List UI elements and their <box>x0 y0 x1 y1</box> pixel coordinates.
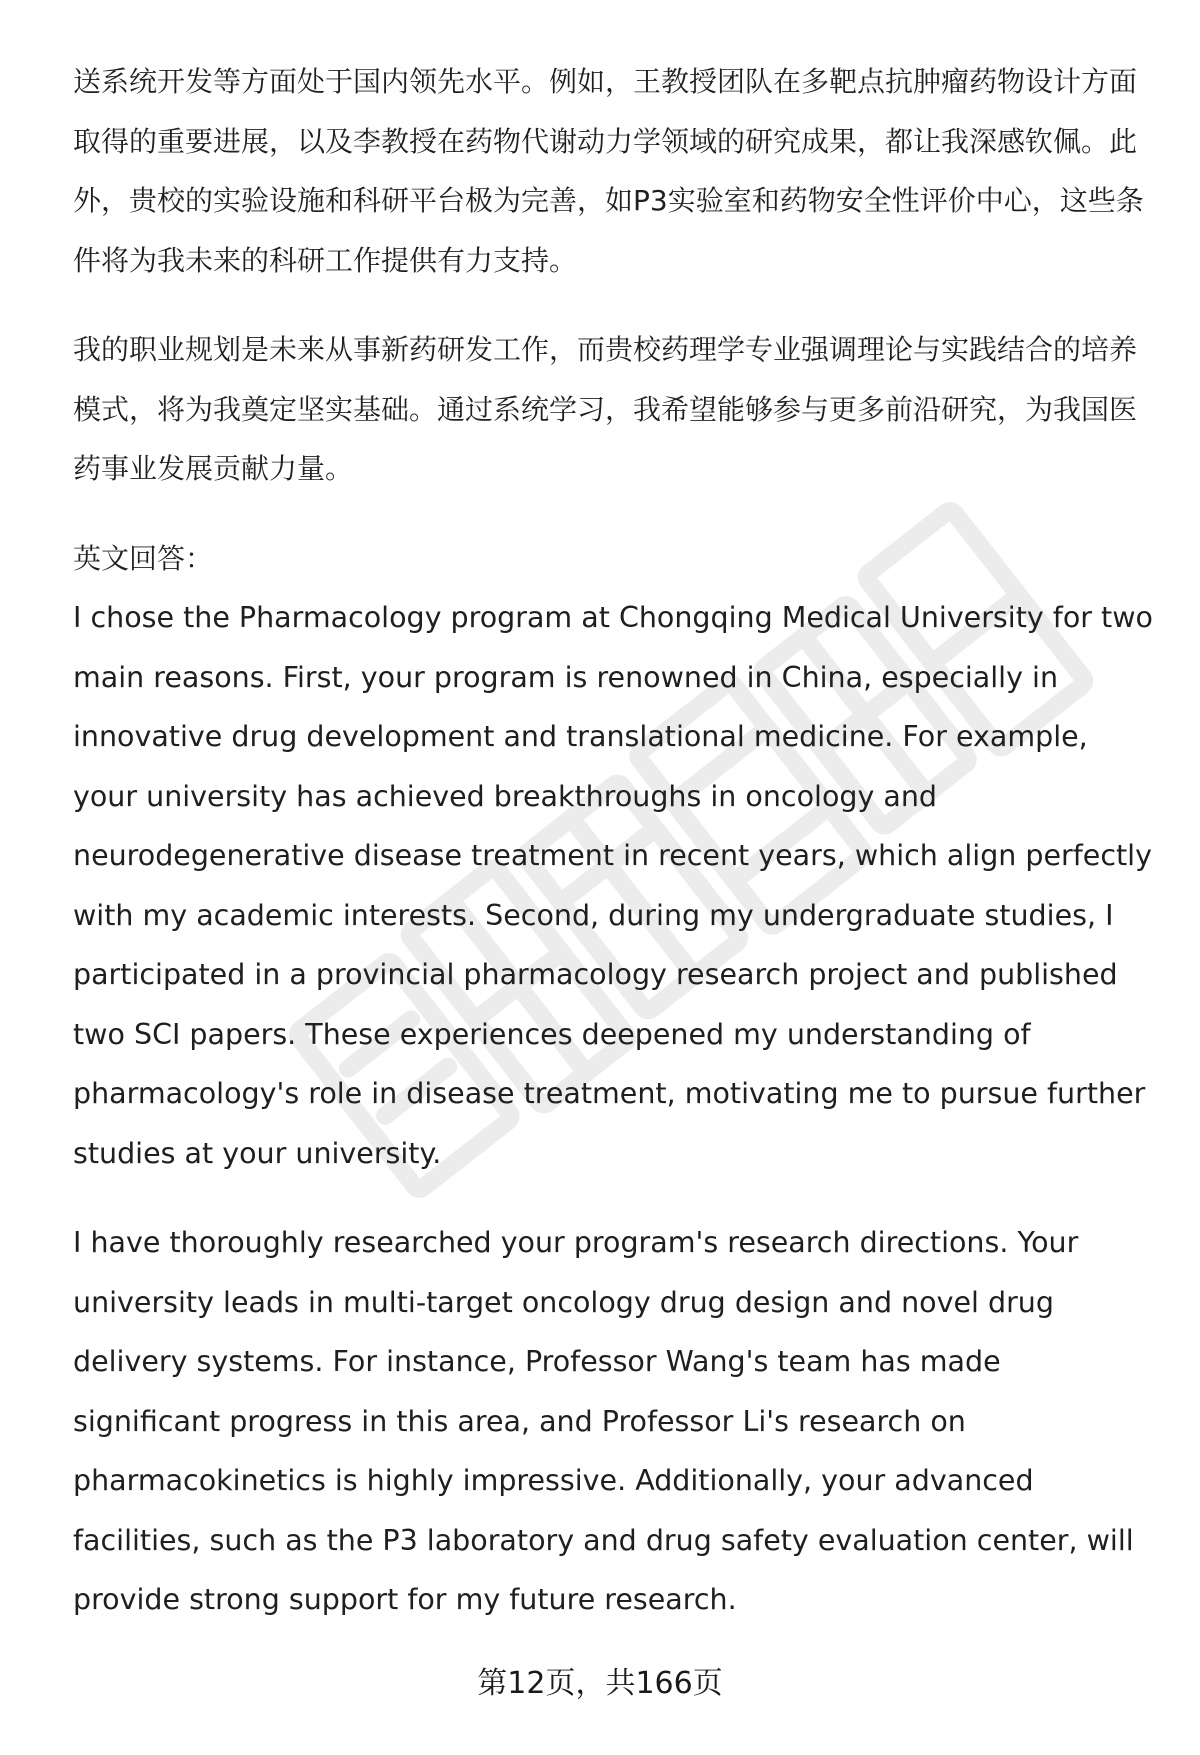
chinese-paragraph-2: 我的职业规划是未来从事新药研发工作，而贵校药理学专业强调理论与实践结合的培养模式，将为我奠定坚实基础。通过系统学习，我希望能够参与更多前沿研究，为我国医药事业发展贡献力量。 <box>73 333 1138 485</box>
english-answer-label: 英文回答： <box>73 541 214 575</box>
body-text <box>73 52 1153 1660</box>
english-paragraph-1: I chose the Pharmacology program at Chongqing Medical University for two main reasons. First, your program is renowned in China, especially in innovative drug development and translational medicine. For example, your university has achieved breakthroughs in oncology and neurodegenerative disease treatment in recent years, which align perfectly with my academic interests. Second, during my undergraduate studies, I participated in a provincial pharmacology research project and published two SCI papers. These experiences deepened my understanding of pharmacology's role in disease treatment, motivating me to pursue further studies at your university. <box>73 601 1153 1170</box>
page-number-footer: 第12页，共166页 <box>477 1666 723 1701</box>
english-paragraph-2: I have thoroughly researched your program's research directions. Your university leads in multi-target oncology drug design and novel drug delivery systems. For instance, Professor Wang's team has made significant progress in this area, and Professor Li's research on pharmacokinetics is highly impressive. Additionally, your advanced facilities, such as the P3 laboratory and drug safety evaluation center, will provide strong support for my future research. <box>73 1226 1134 1616</box>
chinese-paragraph-1: 送系统开发等方面处于国内领先水平。例如，王教授团队在多靶点抗肿瘤药物设计方面取得的重要进展，以及李教授在药物代谢动力学领域的研究成果，都让我深感钦佩。此外，贵校的实验设施和科研平台极为完善，如P3实验室和药物安全性评价中心，这些条件将为我未来的科研工作提供有力支持。 <box>73 65 1144 277</box>
